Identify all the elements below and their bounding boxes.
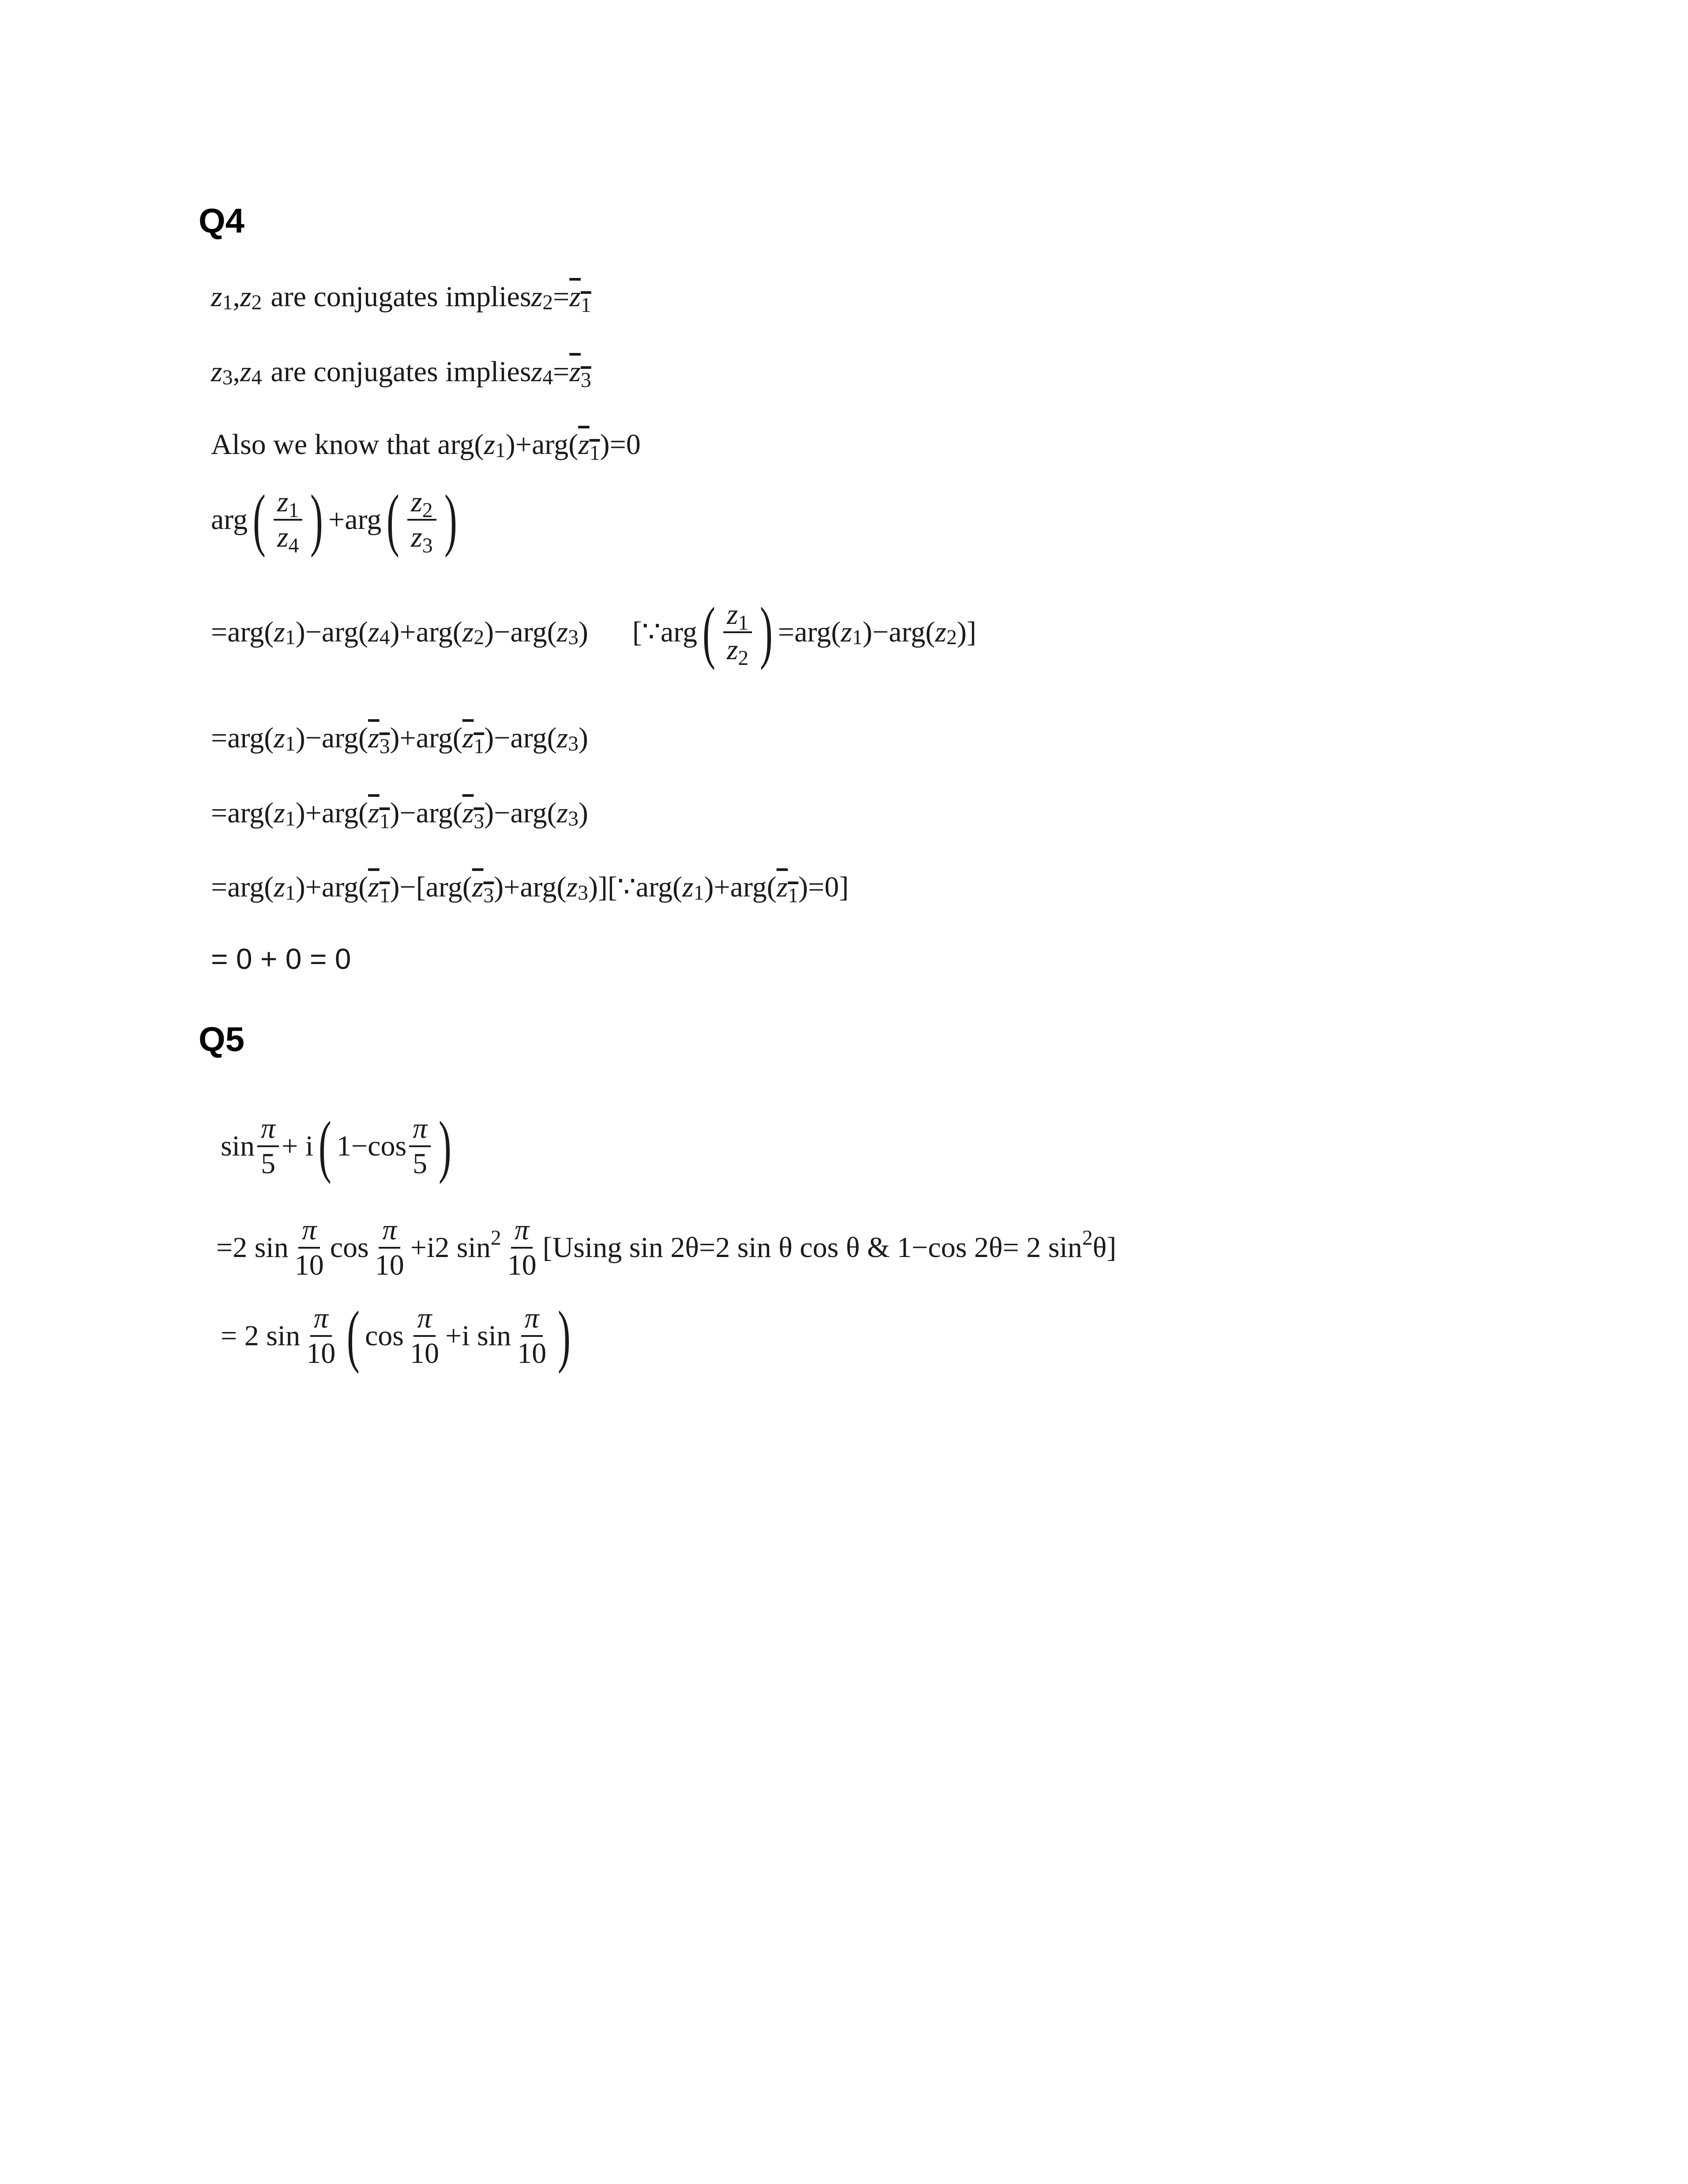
q4-line5: =arg( z 1 )−arg( z 4 )+arg( z 2 )−arg( z 3 ) [∵arg ( $\frac{z_1}{z_2}$ ) =arg( z 1 )−arg( z 2 )]: [211, 593, 977, 671]
q4-line7: =arg( z 1 )+arg( $z_1$ )−arg( $z_3$ )−arg( z 3 ): [211, 797, 588, 833]
q4-line9: = 0 + 0 = 0: [211, 942, 351, 975]
q4-line6: =arg( z 1 )−arg( $z_3$ )+arg( $z_1$ )−arg( z 3 ): [211, 722, 588, 758]
q4-line2: z 3 , z 4 are conjugates implies z 4 = $z_3$: [211, 356, 591, 392]
q4-line3: Also we know that arg( z 1 )+arg( $z_1$ )=0: [211, 428, 641, 465]
q5-line2: =2 sin $\frac{\pi}{10}$ cos $\frac{\pi}{10}$ +i2 sin 2 $\frac{\pi}{10}$ [Using sin 2θ=2 sin θ cos θ & 1−cos 2θ= 2 sin 2 θ]: [216, 1214, 1117, 1281]
q4-line8: =arg( z 1 )+arg( $z_1$ )−[ arg( $z_3$ )+arg( z 3 ) ][∵arg( z 1 )+arg( $z_1$ )=0]: [211, 871, 849, 908]
q5-line1: sin $\frac{\pi}{5}$ + i ( 1−cos $\frac{\pi}{5}$ ): [221, 1107, 452, 1185]
q5-line3: = 2 sin $\frac{\pi}{10}$ ( cos $\frac{\pi}{10}$ +i sin $\frac{\pi}{10}$ ): [221, 1297, 571, 1374]
q4-line1: z 1 , z 2 are conjugates implies z 2 = $z_1$: [211, 281, 591, 317]
q4-line4: arg ( $\frac{z_1}{z_4}$ ) +arg ( $\frac{z_2}{z_3}$ ): [211, 480, 457, 558]
q4-heading: Q4: [199, 201, 245, 240]
q5-heading: Q5: [199, 1020, 245, 1058]
